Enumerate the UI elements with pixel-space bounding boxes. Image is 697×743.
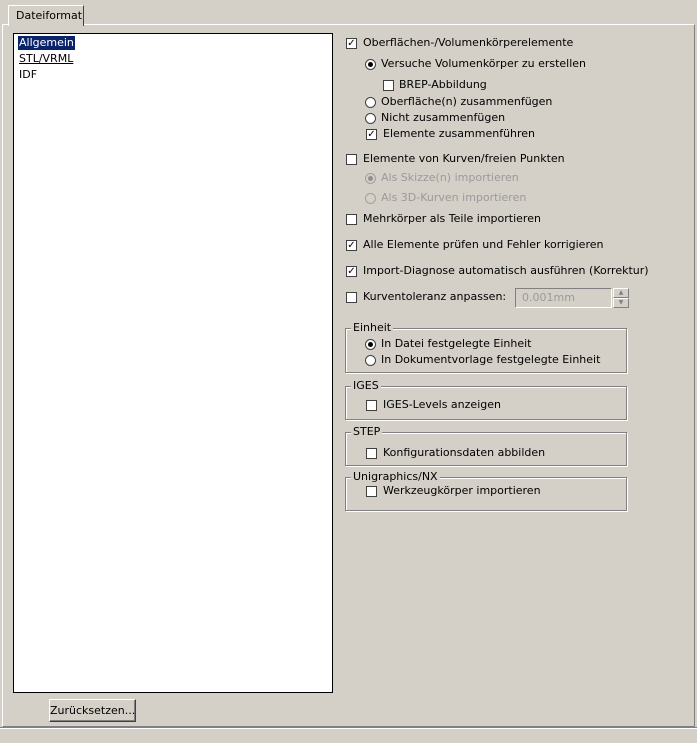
surfaces-checkbox[interactable]: ✓ [347, 38, 356, 49]
try-solid-radio[interactable] [365, 59, 376, 70]
knit-surfaces-label: Oberfläche(n) zusammenfügen [381, 95, 553, 108]
template-unit-label: In Dokumentvorlage festgelegte Einheit [381, 353, 601, 366]
brep-checkbox[interactable] [383, 80, 394, 91]
spin-down-button[interactable]: ▼ [613, 298, 629, 308]
map-config-label: Konfigurationsdaten abbilden [383, 446, 546, 459]
list-item-stl-vrml[interactable]: STL/VRML [19, 52, 74, 65]
tab-dateiformat[interactable] [8, 5, 84, 26]
iges-levels-checkbox[interactable] [366, 400, 377, 411]
try-solid-label: Versuche Volumenkörper zu erstellen [381, 57, 587, 70]
file-unit-label: In Datei festgelegte Einheit [381, 337, 532, 350]
no-knit-radio[interactable] [365, 113, 376, 124]
map-config-checkbox[interactable] [366, 448, 377, 459]
as-3d-curves-radio[interactable] [365, 193, 376, 204]
iges-group-title: IGES [353, 379, 379, 392]
template-unit-radio[interactable] [365, 355, 376, 366]
knit-surfaces-radio[interactable] [365, 97, 376, 108]
as-sketch-radio[interactable] [365, 173, 376, 184]
curve-tol-checkbox[interactable] [346, 292, 357, 303]
file-unit-radio[interactable] [365, 339, 376, 350]
list-item-idf[interactable]: IDF [19, 68, 38, 81]
multibody-checkbox[interactable] [346, 214, 357, 225]
format-list[interactable] [13, 33, 333, 693]
check-all-checkbox[interactable]: ✓ [347, 240, 356, 251]
brep-label: BREP-Abbildung [399, 78, 487, 91]
import-diag-label: Import-Diagnose automatisch ausführen (Korrektur) [363, 264, 649, 277]
tool-bodies-checkbox[interactable] [366, 486, 377, 497]
merge-entities-label: Elemente zusammenführen [383, 127, 536, 140]
curves-points-checkbox[interactable] [346, 154, 357, 165]
tab-label: Dateiformat [16, 9, 83, 22]
check-all-label: Alle Elemente prüfen und Fehler korrigieren [363, 238, 604, 251]
import-diag-checkbox[interactable]: ✓ [347, 266, 356, 277]
merge-entities-checkbox[interactable]: ✓ [367, 129, 376, 140]
tool-bodies-label: Werkzeugkörper importieren [383, 484, 541, 497]
as-3d-curves-label: Als 3D-Kurven importieren [381, 191, 527, 204]
nx-group-title: Unigraphics/NX [353, 470, 438, 483]
curve-tol-input[interactable]: 0.001mm [515, 288, 612, 308]
surfaces-label: Oberflächen-/Volumenkörperelemente [363, 36, 574, 49]
multibody-label: Mehrkörper als Teile importieren [363, 212, 541, 225]
unit-group-title: Einheit [353, 321, 392, 334]
curve-tol-label: Kurventoleranz anpassen: [363, 290, 507, 303]
curves-points-label: Elemente von Kurven/freien Punkten [363, 152, 565, 165]
step-group-title: STEP [353, 425, 381, 438]
spin-up-button[interactable]: ▲ [613, 288, 629, 298]
list-item-allgemein[interactable]: Allgemein [19, 36, 74, 49]
iges-levels-label: IGES-Levels anzeigen [383, 398, 501, 411]
as-sketch-label: Als Skizze(n) importieren [381, 171, 519, 184]
reset-button[interactable]: Zurücksetzen... [49, 699, 136, 722]
divider [0, 727, 697, 729]
no-knit-label: Nicht zusammenfügen [381, 111, 506, 124]
